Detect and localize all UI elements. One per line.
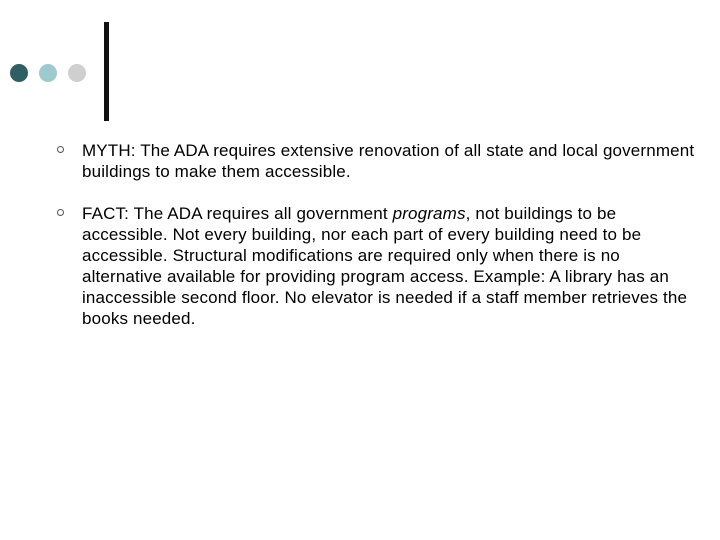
decorative-dots [10, 64, 86, 82]
hollow-circle-bullet-icon [57, 209, 64, 216]
fact-text-suffix: , not buildings to be accessible. Not every building, nor each part of every building need to be accessible. Structural modifications are required only when there is no alternative available for providing program access. Example: A library has an inaccessible second floor. No elevator is needed if a staff member retrieves the books needed. [82, 204, 688, 328]
bullet-item-fact [56, 203, 696, 329]
fact-text-prefix: FACT: The ADA requires all government [82, 204, 393, 223]
fact-text [82, 203, 696, 329]
hollow-circle-bullet-icon [57, 146, 64, 153]
fact-text-emphasis: programs [392, 204, 466, 223]
slide-body [56, 140, 696, 350]
dot-light-teal [39, 64, 57, 82]
title-divider-bar [104, 22, 109, 121]
myth-text: MYTH: The ADA requires extensive renovation of all state and local government buildings to make them accessible. [82, 141, 695, 181]
bullet-item-myth [56, 140, 696, 182]
dot-dark-teal [10, 64, 28, 82]
dot-light-gray [68, 64, 86, 82]
